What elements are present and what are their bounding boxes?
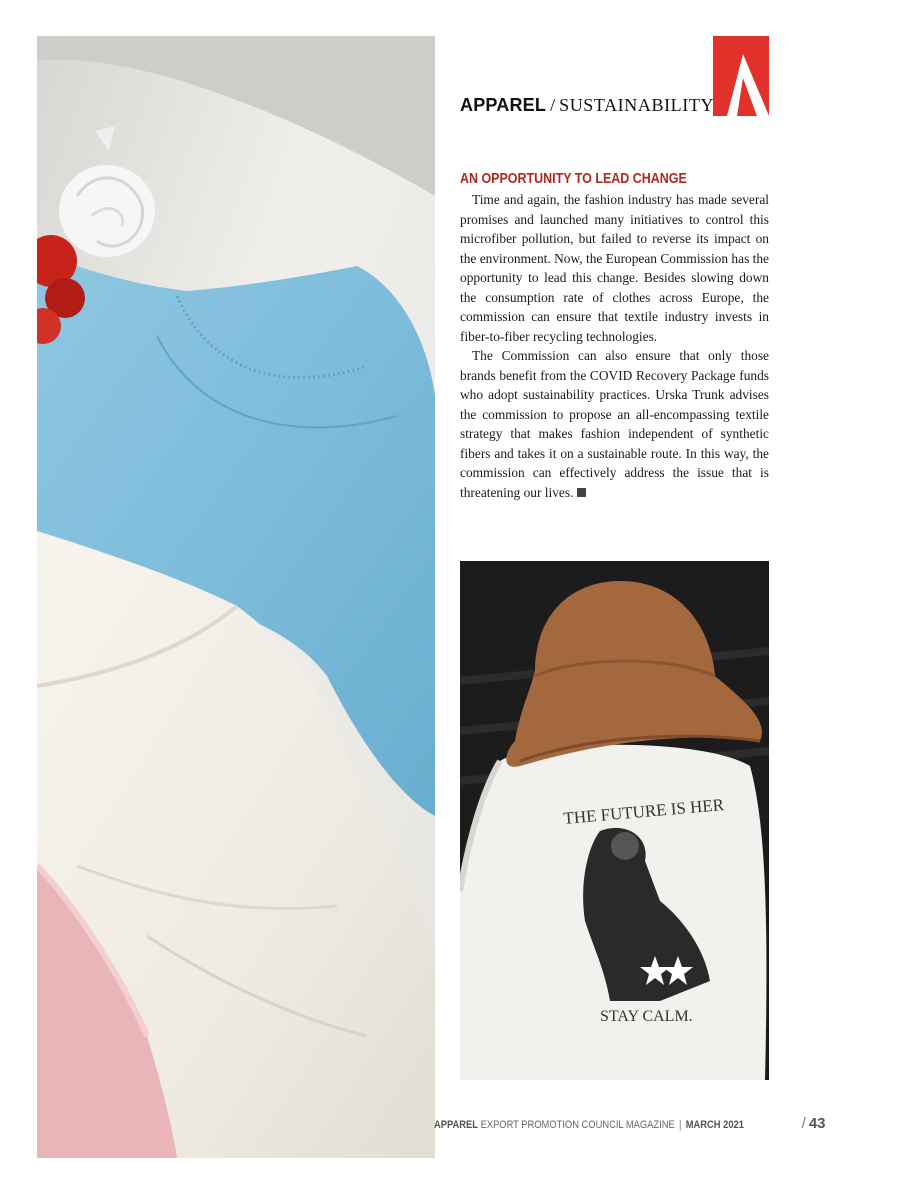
footer-slash: / [801,1115,806,1132]
article-paragraph: Time and again, the fashion industry has made several promises and launched many initiatives to control this microfiber pollution, but failed to reverse its impact on the environment. Now, the European Commission has the opportunity to lead this change. Besides slowing down the consumption rate of clothes across Europe, the commission can ensure that textile industry invests in fiber-to-fiber recycling technologies. [460,192,769,344]
tshirt-hat-photo [460,561,769,1080]
section-header [460,95,714,116]
article-paragraph [460,346,769,502]
shirt-text-bottom: STAY CALM. [600,1008,693,1025]
footer-divider: | [679,1119,682,1131]
section-separator: / [550,95,556,115]
article-heading: AN OPPORTUNITY TO LEAD CHANGE [460,171,687,187]
section-subcategory: SUSTAINABILITY [559,95,715,115]
shirt-text-top: THE FUTURE IS HER [562,795,725,828]
baby-clothes-photo [37,36,435,1158]
baby-clothes-illustration [37,36,435,1158]
footer-publication-name: EXPORT PROMOTION COUNCIL MAGAZINE [480,1119,675,1131]
end-of-article-icon [577,488,586,497]
section-category: APPAREL [460,95,547,115]
footer-brand: APPAREL [434,1119,478,1131]
page-footer [434,1115,826,1132]
article-body [460,190,769,502]
article-paragraph-text: The Commission can also ensure that only those brands benefit from the COVID Recovery Package funds who adopt sustainability practices. Urska Trunk advises the commission to propose an all-encompassing textile strategy that makes fashion independent of synthetic fibers and takes it on a sustainable route. In this way, the commission can effectively address the issue that is threatening our lives. [460,348,769,500]
tshirt-hat-illustration [460,561,769,1080]
page-number: 43 [808,1115,826,1132]
footer-publication [434,1119,744,1131]
footer-date: MARCH 2021 [685,1119,744,1131]
logo-mark-icon [713,36,769,116]
magazine-logo [713,36,769,116]
